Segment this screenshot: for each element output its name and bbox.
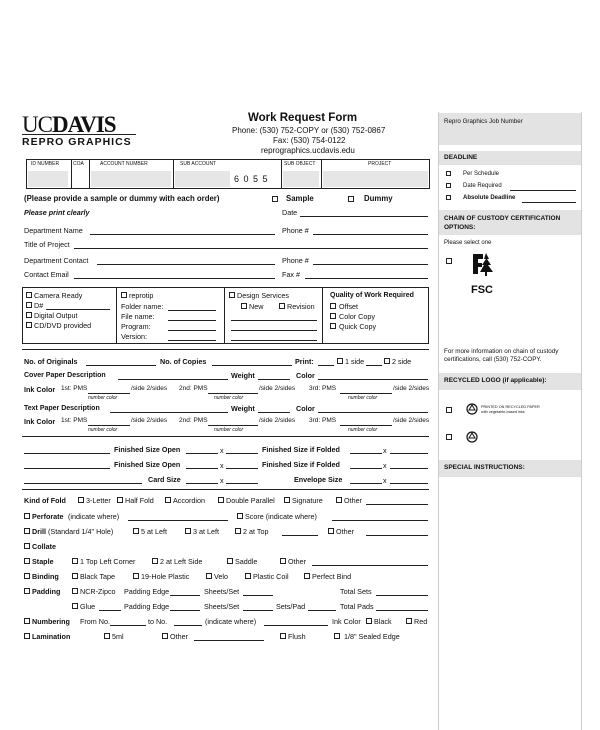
d-field[interactable] [46, 309, 110, 310]
reprotip-checkbox[interactable] [121, 292, 127, 298]
dummy-checkbox[interactable] [348, 196, 354, 202]
cover-desc-field[interactable] [118, 379, 228, 380]
text-weight-field[interactable] [258, 412, 290, 413]
cd-checkbox[interactable] [26, 322, 32, 328]
lamination-checkbox[interactable] [24, 633, 30, 639]
dept-name-field[interactable] [90, 234, 275, 235]
logo-sub: REPRO GRAPHICS [22, 136, 132, 148]
env-w[interactable] [350, 483, 382, 484]
padding-checkbox[interactable] [24, 588, 30, 594]
sample-checkbox[interactable] [272, 196, 278, 202]
staple-1-checkbox[interactable] [72, 558, 78, 564]
recycle-icon-small [466, 431, 478, 443]
glue-checkbox[interactable] [72, 603, 78, 609]
color-copy-checkbox[interactable] [330, 313, 336, 319]
version-field[interactable] [168, 340, 216, 341]
fold-double-checkbox[interactable] [218, 497, 224, 503]
fold-signature-checkbox[interactable] [284, 497, 290, 503]
fsf-w[interactable] [350, 453, 382, 454]
drill-5-left-checkbox[interactable] [133, 528, 139, 534]
phone-line: Phone: (530) 752-COPY or (530) 752-0867 [232, 126, 386, 135]
velo-checkbox[interactable] [206, 573, 212, 579]
originals-field[interactable] [86, 365, 156, 366]
drill-2-top-checkbox[interactable] [235, 528, 241, 534]
logo: UCDAVIS [22, 112, 116, 137]
fold-3-letter-checkbox[interactable] [78, 497, 84, 503]
collate-checkbox[interactable] [24, 543, 30, 549]
design-checkbox[interactable] [229, 292, 235, 298]
score-checkbox[interactable] [237, 513, 243, 519]
staple-2-checkbox[interactable] [152, 558, 158, 564]
program-field[interactable] [168, 330, 216, 331]
env-h[interactable] [390, 483, 428, 484]
digital-checkbox[interactable] [26, 312, 32, 318]
project-title-field[interactable] [74, 248, 428, 249]
date-required-checkbox[interactable] [446, 183, 451, 188]
form-title: Work Request Form [248, 112, 358, 124]
cover-color-field[interactable] [318, 379, 428, 380]
special-instructions-area[interactable] [440, 478, 580, 728]
fold-accordion-checkbox[interactable] [165, 497, 171, 503]
fold-other-checkbox[interactable] [336, 497, 342, 503]
binding-checkbox[interactable] [24, 573, 30, 579]
staple-other-checkbox[interactable] [280, 558, 286, 564]
email-field[interactable] [74, 278, 275, 279]
black-ink-checkbox[interactable] [366, 618, 372, 624]
recycled-1-checkbox[interactable] [446, 407, 452, 413]
staple-checkbox[interactable] [24, 558, 30, 564]
one-side-checkbox[interactable] [337, 358, 343, 364]
perforate-checkbox[interactable] [24, 513, 30, 519]
fsc-label: FSC [471, 284, 493, 296]
per-schedule-checkbox[interactable] [446, 171, 451, 176]
text-color-field[interactable] [318, 412, 428, 413]
saddle-checkbox[interactable] [227, 558, 233, 564]
fso-h[interactable] [226, 453, 258, 454]
cover-weight-field[interactable] [258, 379, 290, 380]
drill-3-left-checkbox[interactable] [185, 528, 191, 534]
fold-half-checkbox[interactable] [117, 497, 123, 503]
recycle-icon [466, 403, 478, 415]
card-w[interactable] [186, 483, 218, 484]
sealed-checkbox[interactable] [334, 633, 340, 639]
quick-copy-checkbox[interactable] [330, 323, 336, 329]
offset-checkbox[interactable] [330, 303, 336, 309]
drill-other-checkbox[interactable] [328, 528, 334, 534]
red-ink-checkbox[interactable] [406, 618, 412, 624]
fso-w[interactable] [186, 453, 218, 454]
coil-checkbox[interactable] [245, 573, 251, 579]
plastic-checkbox[interactable] [133, 573, 139, 579]
folder-field[interactable] [168, 310, 216, 311]
d-checkbox[interactable] [26, 302, 32, 308]
5ml-checkbox[interactable] [104, 633, 110, 639]
ncr-checkbox[interactable] [72, 588, 78, 594]
file-field[interactable] [168, 320, 216, 321]
flush-checkbox[interactable] [280, 633, 286, 639]
web-line: reprographics.ucdavis.edu [261, 146, 355, 155]
camera-ready-checkbox[interactable] [26, 292, 32, 298]
fsc-tree-icon [465, 250, 501, 284]
dept-contact-field[interactable] [97, 264, 275, 265]
numbering-checkbox[interactable] [24, 618, 30, 624]
phone-field[interactable] [313, 234, 428, 235]
two-side-checkbox[interactable] [384, 358, 390, 364]
lam-other-checkbox[interactable] [162, 633, 168, 639]
sub-account-digits[interactable]: 6 0 5 5 [234, 174, 269, 184]
black-tape-checkbox[interactable] [72, 573, 78, 579]
recycled-2-checkbox[interactable] [446, 434, 452, 440]
fax-field[interactable] [305, 278, 428, 279]
card-h[interactable] [226, 483, 258, 484]
absolute-deadline-checkbox[interactable] [446, 195, 451, 200]
date-field[interactable] [300, 216, 428, 217]
fsc-checkbox[interactable] [446, 258, 452, 264]
text-desc-field[interactable] [110, 412, 228, 413]
revision-checkbox[interactable] [279, 303, 285, 309]
drill-checkbox[interactable] [24, 528, 30, 534]
fax-line: Fax: (530) 754-0122 [273, 136, 346, 145]
fsf-h[interactable] [390, 453, 428, 454]
contact-phone-field[interactable] [313, 264, 428, 265]
perfect-bind-checkbox[interactable] [304, 573, 310, 579]
copies-field[interactable] [212, 365, 292, 366]
new-checkbox[interactable] [241, 303, 247, 309]
